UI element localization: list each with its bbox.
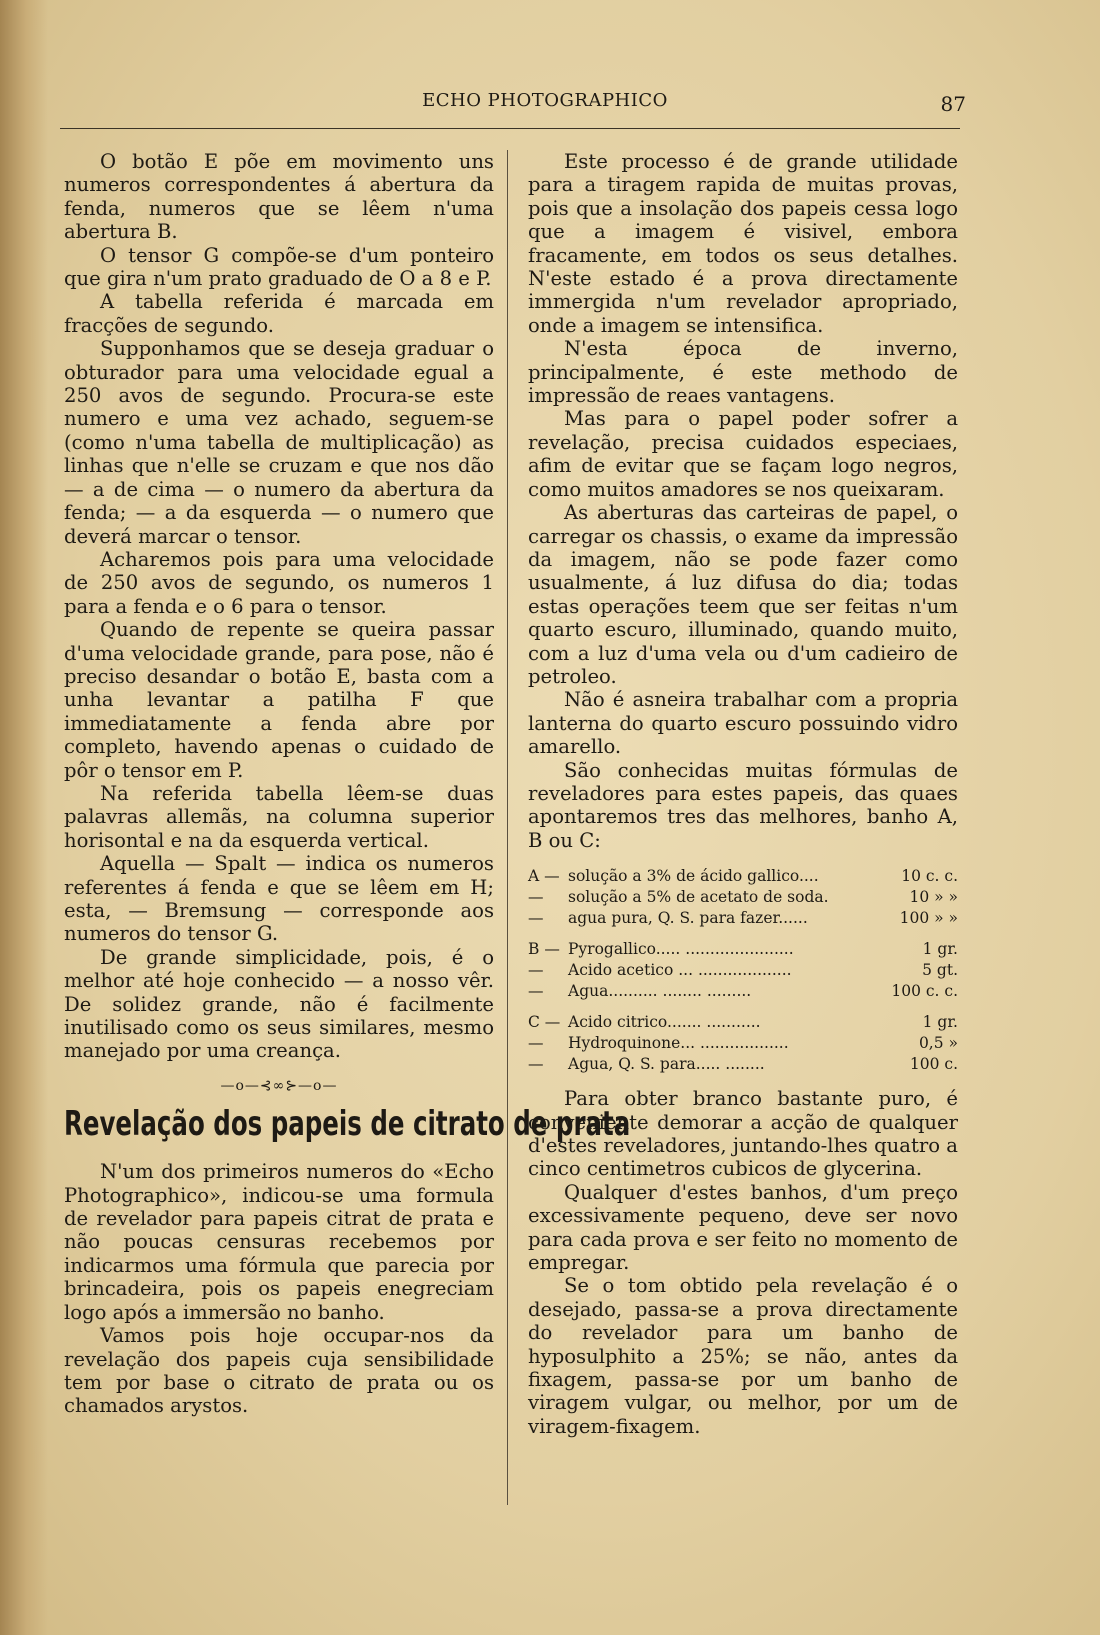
running-title: ECHO PHOTOGRAPHICO (422, 90, 668, 111)
formula-row-label: — (528, 1055, 544, 1074)
column-divider (507, 150, 508, 1505)
formula-group-c (528, 1012, 958, 1075)
formula-row-text: Acido acetico ... ................... (568, 961, 792, 980)
formula-row-amount: 1 gr. (922, 1013, 958, 1032)
paragraph: Este processo é de grande utilidade para a tiragem rapida de muitas provas, pois que a insolação dos papeis cessa logo que a imagem é visivel, embora fracamente, em todos os seus detalhes. N'este estado é a prova directamente immergida n'um revelador apropriado, onde a imagem se intensifica. (528, 150, 958, 337)
formula-row-amount: 100 c. c. (891, 982, 958, 1001)
formula-row-text: Agua, Q. S. para..... ........ (568, 1055, 765, 1074)
formula-row-label: — (528, 888, 544, 907)
formula-row-text: Hydroquinone... .................. (568, 1034, 789, 1053)
formula-row (528, 1012, 958, 1033)
paragraph: Quando de repente se queira passar d'uma velocidade grande, para pose, não é preciso desandar o botão E, basta com a unha levantar a patilha F que immediatamente a fenda abre por completo, havendo apenas o cuidado de pôr o tensor em P. (64, 618, 494, 782)
paragraph: O tensor G compõe-se d'um ponteiro que gira n'um prato graduado de O a 8 e P. (64, 243, 494, 291)
formula-row-label: A — (528, 867, 560, 886)
paragraph: Para obter branco bastante puro, é conveniente demorar a acção de qualquer d'estes reveladores, juntando-lhes quatro a cinco centimetros cubicos de glycerina. (528, 1087, 958, 1181)
formula-row-label: B — (528, 940, 560, 959)
formula-row-text: solução a 3% de ácido gallico.... (568, 867, 819, 886)
formula-row-text: Pyrogallico..... ...................... (568, 940, 794, 959)
formula-row-text: Acido citrico....... ........... (568, 1013, 761, 1032)
paragraph: A tabella referida é marcada em fracções de segundo. (64, 290, 494, 337)
formula-row-label: — (528, 909, 544, 928)
formula-row (528, 908, 958, 929)
paragraph: De grande simplicidade, pois, é o melhor até hoje conhecido — a nosso vêr. De solidez grande, não é facilmente inutilisado como os seus similares, mesmo manejado por uma creança. (64, 945, 494, 1063)
formula-row (528, 981, 958, 1002)
page-number: 87 (940, 92, 966, 116)
formula-group-a (528, 866, 958, 929)
paragraph: N'esta época de inverno, principalmente, é este methodo de impressão de reaes vantagens. (528, 337, 958, 408)
formula-row (528, 939, 958, 960)
paragraph: Acharemos pois para uma velocidade de 250 avos de segundo, os numeros 1 para a fenda e o 6 para o tensor. (64, 547, 494, 618)
paragraph: Se o tom obtido pela revelação é o desejado, passa-se a prova directamente do revelador para um banho de hyposulphito a 25%; se não, antes da fixagem, passa-se por um banho de viragem vulgar, ou melhor, por um de viragem-fixagem. (528, 1274, 958, 1438)
paragraph: O botão E põe em movimento uns numeros correspondentes á abertura da fenda, numeros que se lêem n'uma abertura B. (64, 150, 494, 244)
formula-row-text: Agua.......... ........ ......... (568, 982, 752, 1001)
paragraph: São conhecidas muitas fórmulas de reveladores para estes papeis, das quaes apontaremos tres das melhores, banho A, B ou C: (528, 758, 958, 852)
formula-row-label: — (528, 961, 544, 980)
book-spine-shadow (0, 0, 48, 1635)
paragraph: Supponhamos que se deseja graduar o obturador para uma velocidade egual a 250 avos de segundo. Procura-se este numero e uma vez achado, seguem-se (como n'uma tabella de multiplicação) as linhas que n'elle se cruzam e que nos dão — a de cima — o numero da abertura da fenda; — a da esquerda — o numero que deverá marcar o tensor. (64, 337, 494, 548)
formula-row-amount: 5 gt. (922, 961, 958, 980)
formula-row-label: — (528, 1034, 544, 1053)
paragraph: Não é asneira trabalhar com a propria lanterna do quarto escuro possuindo vidro amarello. (528, 688, 958, 759)
paragraph: N'um dos primeiros numeros do «Echo Photographico», indicou-se uma formula de revelador para papeis citrat de prata e não poucas censuras recebemos por indicarmos uma fórmula que parecia por brincadeira, pois os papeis enegreciam logo após a immersão no banho. (64, 1160, 494, 1324)
formula-row-amount: 10 c. c. (901, 867, 958, 886)
formula-row-amount: 100 » » (899, 909, 958, 928)
paragraph: Mas para o papel poder sofrer a revelação, precisa cuidados especiaes, afim de evitar que se façam logo negros, como muitos amadores se nos queixaram. (528, 407, 958, 501)
formula-row-amount: 0,5 » (918, 1034, 958, 1053)
formula-row (528, 866, 958, 887)
developer-formulas (528, 866, 958, 1075)
formula-group-b (528, 939, 958, 1002)
right-column (528, 150, 958, 1438)
formula-row-amount: 10 » » (909, 888, 958, 907)
formula-row-amount: 1 gr. (922, 940, 958, 959)
formula-row-label: C — (528, 1013, 561, 1032)
header-rule (60, 128, 960, 129)
paragraph: Qualquer d'estes banhos, d'um preço excessivamente pequeno, deve ser novo para cada prova e ser feito no momento de empregar. (528, 1180, 958, 1275)
formula-row (528, 1054, 958, 1075)
formula-row-amount: 100 c. (909, 1055, 958, 1074)
paragraph: Aquella — Spalt — indica os numeros referentes á fenda e que se lêem em H; esta, — Bremsung — corresponde aos numeros do tensor G. (64, 852, 494, 946)
formula-row (528, 887, 958, 908)
page-header (60, 90, 966, 122)
left-column (64, 150, 631, 1418)
formula-row-text: agua pura, Q. S. para fazer...... (568, 909, 808, 928)
section-ornament: —o—⊰∞⊱—o— (220, 1077, 338, 1094)
paragraph: Na referida tabella lêem-se duas palavras allemãs, na columna superior horisontal e na da esquerda vertical. (64, 781, 494, 852)
formula-row-label: — (528, 982, 544, 1001)
paragraph: Vamos pois hoje occupar-nos da revelação dos papeis cuja sensibilidade tem por base o citrato de prata ou os chamados arystos. (64, 1324, 494, 1418)
formula-row-text: solução a 5% de acetato de soda. (568, 888, 829, 907)
formula-row (528, 1033, 958, 1054)
paragraph: As aberturas das carteiras de papel, o carregar os chassis, o exame da impressão da imagem, não se pode fazer como usualmente, á luz difusa do dia; todas estas operações teem que ser feitas n'um quarto escuro, illuminado, quando muito, com a luz d'uma vela ou d'um cadieiro de petroleo. (528, 501, 958, 688)
formula-row (528, 960, 958, 981)
article-title: Revelação dos papeis de citrato de prata (64, 1104, 631, 1145)
